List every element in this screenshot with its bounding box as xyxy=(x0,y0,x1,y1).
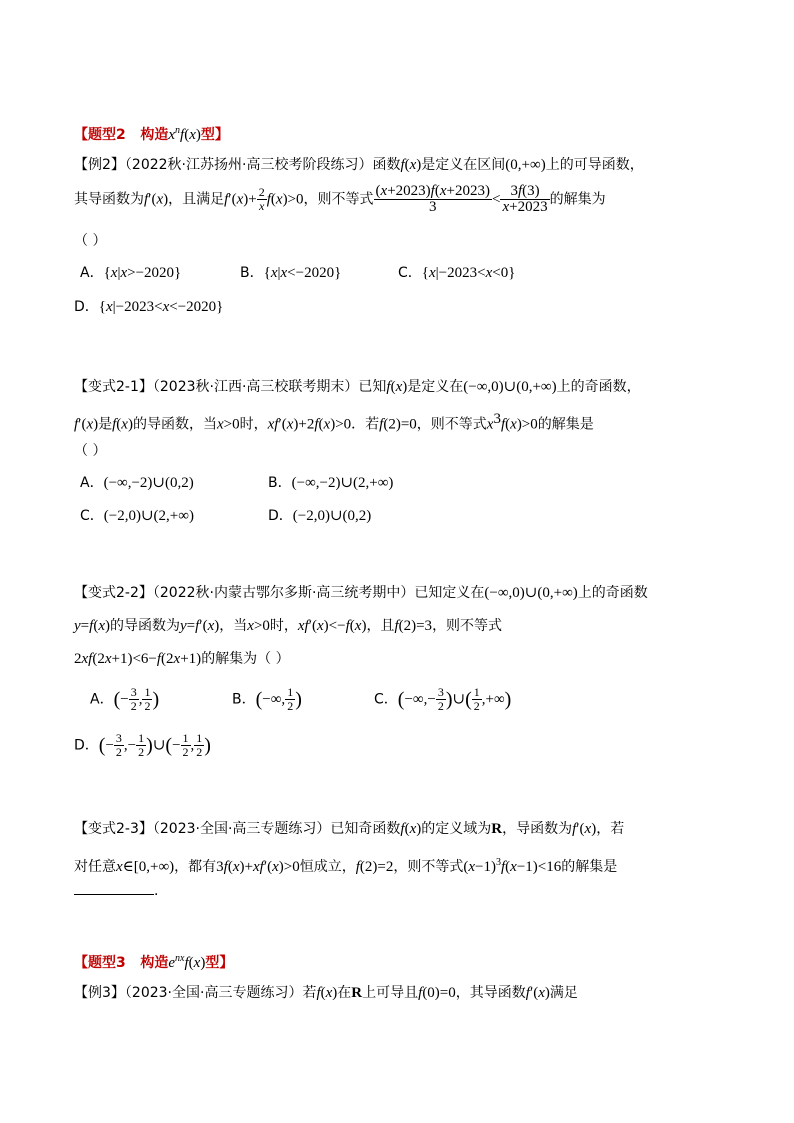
example2-line1: 【例2】（2022秋·江苏扬州·高三校考阶段练习）函数f(x)是定义在区间(0,+∞)上的可导函数， xyxy=(74,157,644,173)
option-d[interactable]: D．(− $\frac{3}{2}$ ,− $\frac{1}{2}$ )∪(− $\frac{1}{2}$ , $\frac{1}{2}$ ) xyxy=(74,731,211,759)
section-heading-type2: 【题型2 构造$x^nf(x)$型】 xyxy=(74,125,229,143)
variant22-line3: 2xf(2x+1)<6−f(2x+1)的解集为（ ） xyxy=(74,651,290,667)
example2-paren: （ ） xyxy=(74,233,107,249)
answer-blank[interactable] xyxy=(74,893,154,895)
variant23-line1: 【变式2-3】（2023·全国·高三专题练习）已知奇函数f(x)的定义域为R，导函数为f′(x)，若 xyxy=(74,821,625,837)
option-b[interactable]: B．(−∞, $\frac{1}{2}$ ) xyxy=(232,685,302,713)
variant21-line2: f′(x)是f(x)的导函数，当x>0时，xf′(x)+2f(x)>0．若f(2)=0，则不等式$x^3f(x)>0$的解集是 xyxy=(74,411,594,433)
option-a[interactable]: A．{x|x>−2020} xyxy=(80,265,182,281)
variant22-line2: y=f(x)的导函数为y=f′(x)，当x>0时，xf′(x)<−f(x)，且f(2)=3，则不等式 xyxy=(74,618,503,634)
option-b[interactable]: B．(−∞,−2)∪(2,+∞) xyxy=(268,475,394,491)
variant21-paren: （ ） xyxy=(74,443,107,459)
example-tag: 【例2】 xyxy=(74,157,125,173)
section-heading-type3: 【题型3 构造$e^{nx}f(x)$型】 xyxy=(74,953,234,971)
period: . xyxy=(154,883,159,899)
example3-line1: 【例3】（2023·全国·高三专题练习）若f(x)在R上可导且f(0)=0，其导函数f′(x)满足 xyxy=(74,985,578,1001)
option-b[interactable]: B．{x|x<−2020} xyxy=(240,265,342,281)
example2-line2: 其导函数为f′(x)，且满足f′(x)+ $\frac{2}{x}$ f(x)>0，则不等式 $\frac{(x+2023)f(x+2023)}{3}$ < $\frac{3f(3)}{x+2023}$ 的解集为 xyxy=(74,183,606,215)
option-c[interactable]: C．(−2,0)∪(2,+∞) xyxy=(80,508,194,524)
variant21-line1: 【变式2-1】（2023秋·江西·高三校联考期末）已知f(x)是定义在(−∞,0)∪(0,+∞)上的奇函数， xyxy=(74,379,641,395)
option-d[interactable]: D．(−2,0)∪(0,2) xyxy=(268,508,372,524)
option-a[interactable]: A．(−∞,−2)∪(0,2) xyxy=(80,475,194,491)
option-c[interactable]: C．{x|−2023<x<0} xyxy=(398,265,516,281)
option-d[interactable]: D．{x|−2023<x<−2020} xyxy=(74,299,224,315)
option-c[interactable]: C．(−∞,− $\frac{3}{2}$ )∪( $\frac{1}{2}$ ,+∞) xyxy=(374,685,512,713)
option-a[interactable]: A．(− $\frac{3}{2}$ , $\frac{1}{2}$ ) xyxy=(90,685,160,713)
variant23-line2: 对任意x∈[0,+∞)，都有3f(x)+xf′(x)>0恒成立，f(2)=2，则不等式$(x-1)^3f(x-1)<16$的解集是 xyxy=(74,857,618,875)
variant22-line1: 【变式2-2】（2022秋·内蒙古鄂尔多斯·高三统考期中）已知定义在(−∞,0)∪(0,+∞)上的奇函数 xyxy=(74,585,648,601)
